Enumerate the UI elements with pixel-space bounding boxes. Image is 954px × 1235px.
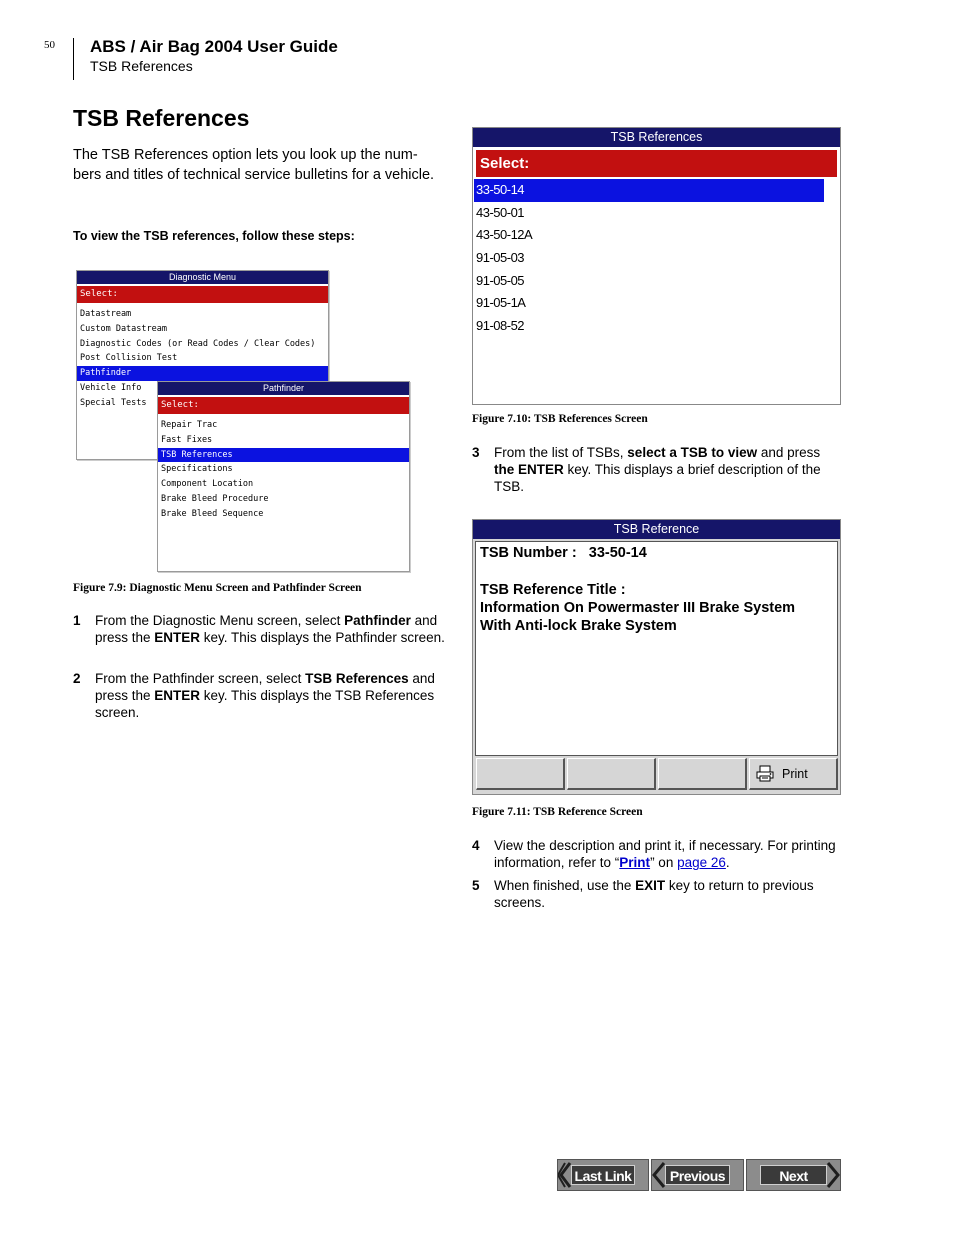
pathfinder-item-selected[interactable]: TSB References	[158, 448, 409, 463]
tsb-reference-screen	[472, 519, 841, 795]
tsb-list-item-selected[interactable]: 33-50-14	[474, 179, 824, 202]
print-label: Print	[782, 767, 808, 781]
diagnostic-menu-item[interactable]: Datastream	[80, 309, 132, 319]
pathfinder-item[interactable]: Specifications	[161, 464, 233, 475]
arrow-left-icon	[652, 1160, 666, 1190]
figure-7-10-caption: Figure 7.10: TSB References Screen	[472, 413, 648, 425]
diagnostic-menu-item[interactable]: Special Tests	[80, 397, 147, 408]
pathfinder-item[interactable]: Fast Fixes	[161, 434, 213, 445]
intro-paragraph: The TSB References option lets you look up the num- bers and titles of technical service bulletins for a vehicle.	[73, 147, 435, 183]
step-number: 3	[472, 445, 480, 460]
tsb-title-line-1: Information On Powermaster III Brake System	[480, 600, 796, 616]
arrow-right-icon	[826, 1160, 840, 1190]
previous-button[interactable]	[651, 1159, 744, 1191]
pathfinder-title: Pathfinder	[158, 382, 409, 395]
pathfinder-item[interactable]: Brake Bleed Sequence	[161, 508, 264, 519]
diagnostic-menu-item[interactable]: Diagnostic Codes (or Read Codes / Clear Codes)	[80, 338, 316, 349]
step-number: 5	[472, 878, 480, 893]
tsb-references-select-label: Select:	[476, 150, 837, 177]
pathfinder-item[interactable]: Brake Bleed Procedure	[161, 493, 269, 504]
tsb-number-row	[480, 545, 647, 561]
figure-7-11-caption: Figure 7.11: TSB Reference Screen	[472, 806, 643, 818]
step-number: 2	[73, 671, 81, 686]
tsb-title-line-2: With Anti-lock Brake System	[480, 618, 677, 634]
step-text: From the Diagnostic Menu screen, select Pathfinder and press the ENTER key. This displays the Pathfinder screen.	[95, 613, 445, 645]
print-button[interactable]	[749, 758, 838, 790]
step-number: 1	[73, 613, 81, 628]
diagnostic-menu-item[interactable]: Custom Datastream	[80, 323, 167, 334]
page-title: TSB References	[73, 105, 250, 131]
page-26-link[interactable]: page 26	[677, 855, 726, 870]
printer-icon	[755, 765, 775, 782]
tsb-list-item[interactable]: 91-05-03	[476, 250, 525, 266]
softkey-2[interactable]	[567, 758, 656, 790]
softkey-1[interactable]	[476, 758, 565, 790]
tsb-list-item[interactable]: 43-50-01	[476, 204, 525, 220]
softkey-3[interactable]	[658, 758, 747, 790]
diagnostic-menu-title: Diagnostic Menu	[77, 271, 328, 284]
tsb-reference-body	[475, 541, 838, 756]
section-subtitle: TSB References	[90, 58, 193, 74]
last-link-label: Last Link	[571, 1165, 635, 1185]
tsb-list-item[interactable]: 91-08-52	[476, 318, 525, 334]
tsb-references-title: TSB References	[473, 128, 840, 147]
figure-7-9-caption: Figure 7.9: Diagnostic Menu Screen and Pathfinder Screen	[73, 582, 362, 594]
tsb-list	[473, 179, 840, 338]
tsb-list-item[interactable]: 43-50-12A	[476, 227, 533, 243]
pathfinder-item[interactable]: Component Location	[161, 479, 254, 490]
tsb-title-label: TSB Reference Title :	[480, 582, 626, 598]
step-number: 4	[472, 838, 480, 853]
step-text: View the description and print it, if necessary. For printing information, refer to “Print” on page 26.	[494, 838, 836, 870]
pathfinder-screen	[157, 381, 410, 572]
diagnostic-menu-item[interactable]: Vehicle Info	[80, 382, 142, 393]
last-link-button[interactable]	[557, 1159, 649, 1191]
diagnostic-menu-select-label: Select:	[77, 286, 328, 303]
next-label: Next	[760, 1165, 827, 1185]
previous-label: Previous	[665, 1165, 730, 1185]
steps-heading: To view the TSB references, follow these steps:	[73, 229, 355, 243]
next-button[interactable]	[746, 1159, 841, 1191]
tsb-number-label: TSB Number :	[480, 545, 577, 561]
pathfinder-item[interactable]: Repair Trac	[161, 420, 218, 430]
diagnostic-menu-item[interactable]: Post Collision Test	[80, 353, 178, 364]
tsb-references-screen	[472, 127, 841, 405]
page-number: 50	[44, 39, 55, 51]
print-link[interactable]: Print	[619, 855, 651, 870]
tsb-list-item[interactable]: 91-05-1A	[476, 295, 526, 311]
step-text: From the Pathfinder screen, select TSB References and press the ENTER key. This displays the TSB References screen.	[95, 671, 435, 720]
step-text: When finished, use the EXIT key to return to previous screens.	[494, 878, 814, 910]
tsb-number-value: 33-50-14	[588, 545, 647, 561]
double-arrow-left-icon	[558, 1160, 572, 1190]
step-text: From the list of TSBs, select a TSB to view and press the ENTER key. This displays a brief description of the TSB.	[494, 445, 821, 494]
diagnostic-menu-item-selected[interactable]: Pathfinder	[77, 366, 328, 381]
header-divider	[73, 38, 74, 80]
pathfinder-list	[158, 418, 409, 522]
pathfinder-select-label: Select:	[158, 397, 409, 414]
tsb-reference-title: TSB Reference	[473, 520, 840, 539]
tsb-list-item[interactable]: 91-05-05	[476, 272, 525, 288]
guide-title: ABS / Air Bag 2004 User Guide	[90, 37, 338, 56]
